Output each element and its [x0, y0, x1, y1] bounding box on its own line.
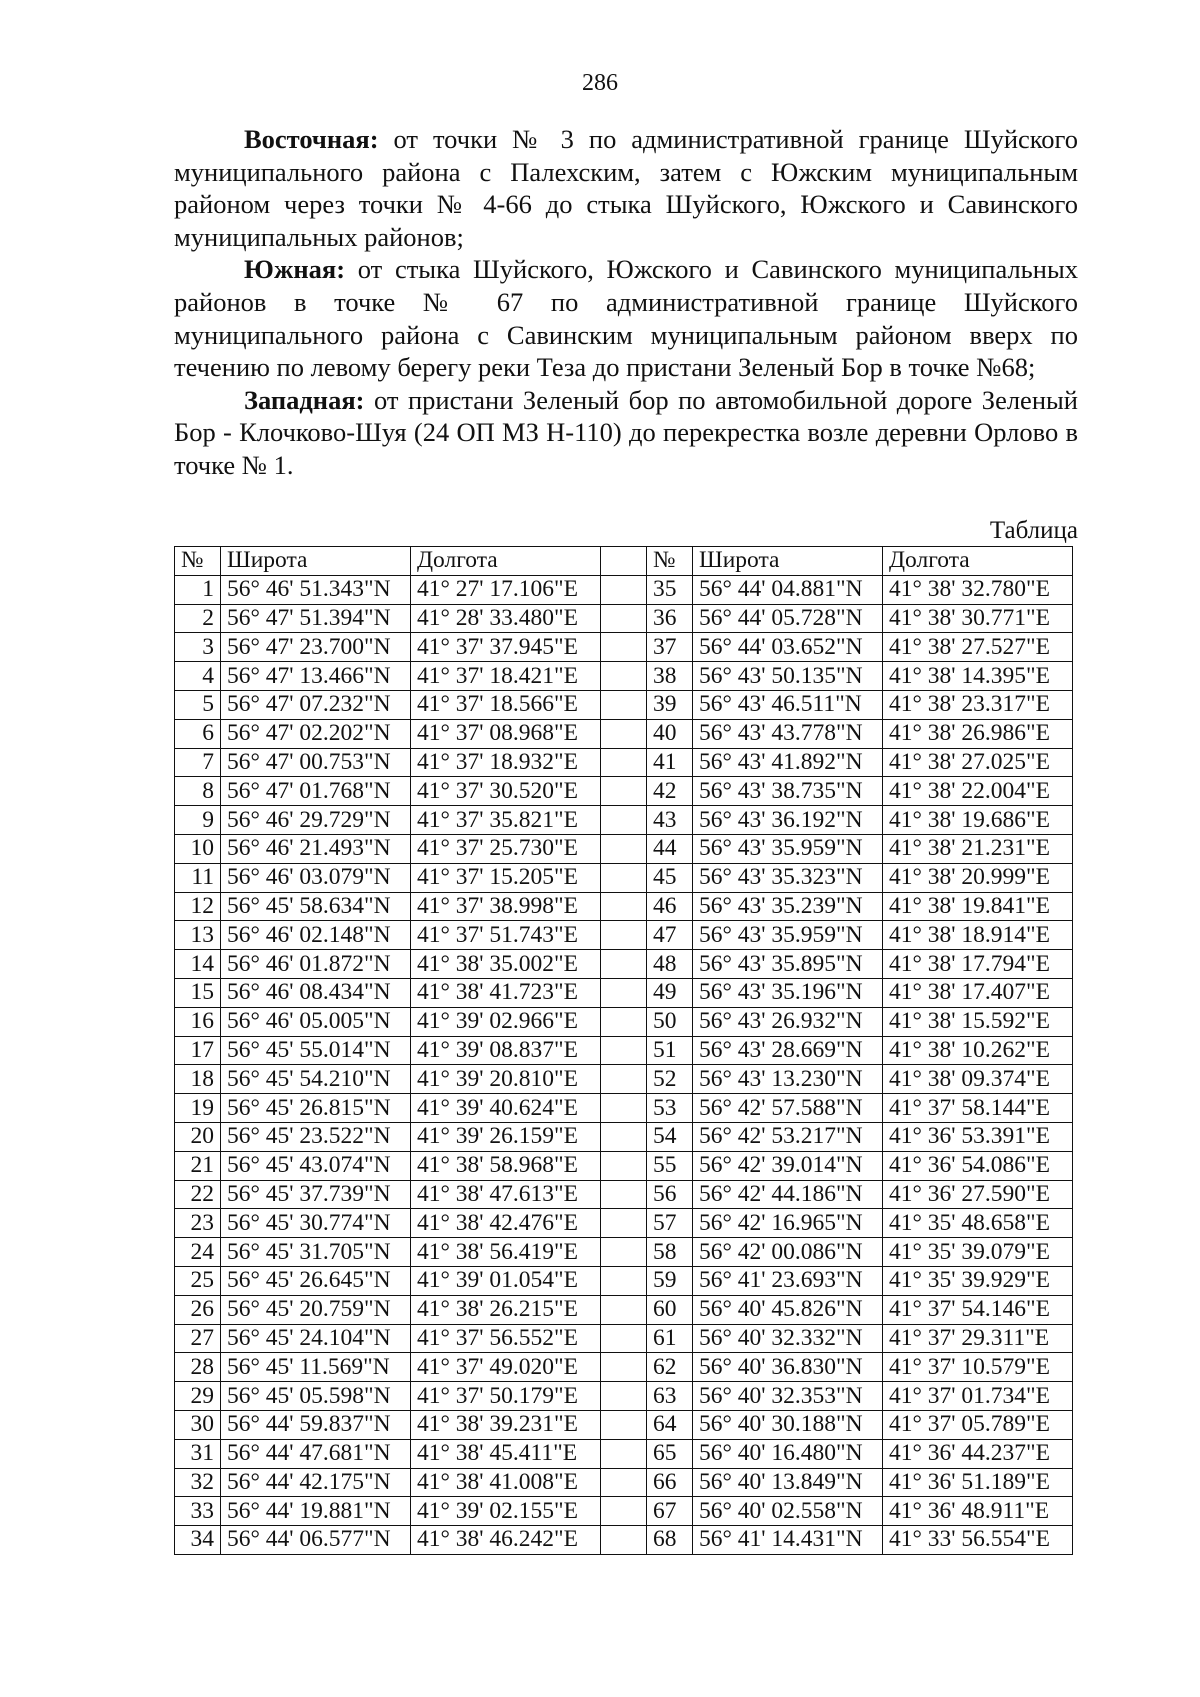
table-row [175, 1353, 1073, 1382]
cell-longitude: 41° 37' 18.932"E [411, 748, 601, 777]
cell-longitude: 41° 37' 50.179"E [411, 1382, 601, 1411]
cell-number: 31 [175, 1439, 221, 1468]
cell-number: 65 [647, 1439, 693, 1468]
cell-number: 33 [175, 1497, 221, 1526]
cell-longitude: 41° 38' 09.374"E [883, 1065, 1073, 1094]
table-row [175, 1238, 1073, 1267]
cell-latitude: 56° 40' 30.188"N [693, 1410, 883, 1439]
cell-latitude: 56° 44' 47.681"N [221, 1439, 411, 1468]
cell-number: 45 [647, 863, 693, 892]
cell-latitude: 56° 40' 32.353"N [693, 1382, 883, 1411]
gap-cell [601, 719, 647, 748]
cell-longitude: 41° 38' 22.004"E [883, 777, 1073, 806]
table-row [175, 633, 1073, 662]
cell-latitude: 56° 47' 01.768"N [221, 777, 411, 806]
cell-number: 4 [175, 662, 221, 691]
cell-latitude: 56° 47' 13.466"N [221, 662, 411, 691]
cell-longitude: 41° 38' 18.914"E [883, 921, 1073, 950]
cell-number: 29 [175, 1382, 221, 1411]
cell-longitude: 41° 38' 27.527"E [883, 633, 1073, 662]
gap-cell [601, 1036, 647, 1065]
table-row [175, 1065, 1073, 1094]
cell-number: 36 [647, 604, 693, 633]
cell-number: 9 [175, 806, 221, 835]
paragraph-west [174, 384, 1078, 482]
cell-number: 15 [175, 978, 221, 1007]
cell-number: 35 [647, 575, 693, 604]
cell-longitude: 41° 27' 17.106"E [411, 575, 601, 604]
cell-number: 2 [175, 604, 221, 633]
cell-longitude: 41° 33' 56.554"E [883, 1526, 1073, 1555]
cell-number: 3 [175, 633, 221, 662]
cell-number: 68 [647, 1526, 693, 1555]
cell-longitude: 41° 38' 17.794"E [883, 950, 1073, 979]
gap-cell [601, 1497, 647, 1526]
cell-number: 10 [175, 834, 221, 863]
table-row [175, 1526, 1073, 1555]
gap-cell [601, 1094, 647, 1123]
cell-longitude: 41° 38' 26.215"E [411, 1295, 601, 1324]
cell-longitude: 41° 37' 49.020"E [411, 1353, 601, 1382]
gap-cell [601, 1238, 647, 1267]
cell-latitude: 56° 45' 30.774"N [221, 1209, 411, 1238]
cell-number: 54 [647, 1122, 693, 1151]
cell-latitude: 56° 45' 55.014"N [221, 1036, 411, 1065]
cell-latitude: 56° 41' 14.431"N [693, 1526, 883, 1555]
cell-longitude: 41° 37' 18.421"E [411, 662, 601, 691]
cell-number: 53 [647, 1094, 693, 1123]
cell-latitude: 56° 43' 36.192"N [693, 806, 883, 835]
table-row [175, 950, 1073, 979]
table-row [175, 719, 1073, 748]
cell-number: 66 [647, 1468, 693, 1497]
cell-longitude: 41° 38' 47.613"E [411, 1180, 601, 1209]
table-row [175, 863, 1073, 892]
gap-cell [601, 1410, 647, 1439]
cell-number: 8 [175, 777, 221, 806]
cell-latitude: 56° 42' 16.965"N [693, 1209, 883, 1238]
table-header-row [175, 547, 1073, 576]
cell-longitude: 41° 39' 40.624"E [411, 1094, 601, 1123]
table-row [175, 1295, 1073, 1324]
table-row [175, 978, 1073, 1007]
header-cell-number: № [647, 547, 693, 576]
cell-latitude: 56° 45' 43.074"N [221, 1151, 411, 1180]
cell-longitude: 41° 38' 45.411"E [411, 1439, 601, 1468]
cell-longitude: 41° 37' 08.968"E [411, 719, 601, 748]
gap-cell [601, 863, 647, 892]
table-row [175, 748, 1073, 777]
cell-longitude: 41° 37' 58.144"E [883, 1094, 1073, 1123]
gap-cell [601, 1266, 647, 1295]
gap-cell [601, 1209, 647, 1238]
cell-longitude: 41° 38' 20.999"E [883, 863, 1073, 892]
table-row [175, 1468, 1073, 1497]
cell-longitude: 41° 37' 15.205"E [411, 863, 601, 892]
cell-number: 27 [175, 1324, 221, 1353]
cell-latitude: 56° 45' 31.705"N [221, 1238, 411, 1267]
cell-latitude: 56° 43' 13.230"N [693, 1065, 883, 1094]
table-row [175, 1036, 1073, 1065]
cell-longitude: 41° 37' 51.743"E [411, 921, 601, 950]
table-row [175, 1266, 1073, 1295]
cell-latitude: 56° 43' 35.895"N [693, 950, 883, 979]
cell-number: 21 [175, 1151, 221, 1180]
cell-number: 64 [647, 1410, 693, 1439]
table-row [175, 575, 1073, 604]
paragraph-lead: Южная: [244, 254, 346, 285]
cell-number: 59 [647, 1266, 693, 1295]
cell-latitude: 56° 47' 00.753"N [221, 748, 411, 777]
cell-number: 25 [175, 1266, 221, 1295]
cell-latitude: 56° 47' 51.394"N [221, 604, 411, 633]
cell-longitude: 41° 38' 26.986"E [883, 719, 1073, 748]
gap-cell [601, 1353, 647, 1382]
cell-number: 7 [175, 748, 221, 777]
cell-number: 5 [175, 690, 221, 719]
cell-latitude: 56° 42' 57.588"N [693, 1094, 883, 1123]
gap-cell [601, 1180, 647, 1209]
cell-latitude: 56° 42' 44.186"N [693, 1180, 883, 1209]
cell-latitude: 56° 46' 21.493"N [221, 834, 411, 863]
cell-number: 42 [647, 777, 693, 806]
cell-latitude: 56° 40' 32.332"N [693, 1324, 883, 1353]
cell-number: 47 [647, 921, 693, 950]
cell-latitude: 56° 42' 00.086"N [693, 1238, 883, 1267]
paragraph-south [174, 253, 1078, 383]
cell-number: 63 [647, 1382, 693, 1411]
cell-longitude: 41° 39' 20.810"E [411, 1065, 601, 1094]
gap-cell [601, 892, 647, 921]
gap-cell [601, 1007, 647, 1036]
cell-latitude: 56° 43' 38.735"N [693, 777, 883, 806]
table-row [175, 1209, 1073, 1238]
header-cell-longitude: Долгота [883, 547, 1073, 576]
gap-cell [601, 1122, 647, 1151]
cell-number: 46 [647, 892, 693, 921]
cell-latitude: 56° 40' 02.558"N [693, 1497, 883, 1526]
cell-longitude: 41° 35' 39.079"E [883, 1238, 1073, 1267]
cell-longitude: 41° 38' 30.771"E [883, 604, 1073, 633]
table-row [175, 662, 1073, 691]
table-row [175, 1439, 1073, 1468]
cell-longitude: 41° 38' 32.780"E [883, 575, 1073, 604]
cell-number: 60 [647, 1295, 693, 1324]
cell-longitude: 41° 36' 48.911"E [883, 1497, 1073, 1526]
cell-longitude: 41° 35' 48.658"E [883, 1209, 1073, 1238]
table-row [175, 1382, 1073, 1411]
cell-longitude: 41° 37' 25.730"E [411, 834, 601, 863]
cell-longitude: 41° 37' 54.146"E [883, 1295, 1073, 1324]
gap-cell [601, 950, 647, 979]
cell-longitude: 41° 35' 39.929"E [883, 1266, 1073, 1295]
cell-number: 38 [647, 662, 693, 691]
cell-latitude: 56° 45' 20.759"N [221, 1295, 411, 1324]
cell-latitude: 56° 40' 16.480"N [693, 1439, 883, 1468]
cell-longitude: 41° 38' 17.407"E [883, 978, 1073, 1007]
cell-number: 62 [647, 1353, 693, 1382]
cell-longitude: 41° 36' 27.590"E [883, 1180, 1073, 1209]
gap-cell [601, 575, 647, 604]
paragraph-lead: Восточная: [244, 124, 379, 154]
cell-longitude: 41° 37' 56.552"E [411, 1324, 601, 1353]
cell-number: 37 [647, 633, 693, 662]
cell-number: 24 [175, 1238, 221, 1267]
cell-number: 16 [175, 1007, 221, 1036]
table-row [175, 892, 1073, 921]
cell-latitude: 56° 40' 36.830"N [693, 1353, 883, 1382]
gap-cell [601, 834, 647, 863]
cell-latitude: 56° 45' 54.210"N [221, 1065, 411, 1094]
paragraph-east [174, 123, 1078, 253]
cell-number: 44 [647, 834, 693, 863]
table-row [175, 1497, 1073, 1526]
cell-number: 56 [647, 1180, 693, 1209]
gap-cell [601, 748, 647, 777]
cell-longitude: 41° 38' 46.242"E [411, 1526, 601, 1555]
cell-number: 17 [175, 1036, 221, 1065]
gap-cell [601, 1324, 647, 1353]
cell-latitude: 56° 46' 02.148"N [221, 921, 411, 950]
cell-latitude: 56° 43' 35.239"N [693, 892, 883, 921]
cell-number: 48 [647, 950, 693, 979]
gap-cell [601, 604, 647, 633]
cell-latitude: 56° 44' 04.881"N [693, 575, 883, 604]
cell-number: 49 [647, 978, 693, 1007]
cell-longitude: 41° 38' 19.841"E [883, 892, 1073, 921]
cell-longitude: 41° 38' 23.317"E [883, 690, 1073, 719]
cell-latitude: 56° 42' 39.014"N [693, 1151, 883, 1180]
cell-longitude: 41° 39' 26.159"E [411, 1122, 601, 1151]
cell-latitude: 56° 46' 05.005"N [221, 1007, 411, 1036]
header-cell-number: № [175, 547, 221, 576]
page-number: 286 [582, 70, 618, 96]
cell-latitude: 56° 44' 05.728"N [693, 604, 883, 633]
cell-longitude: 41° 37' 10.579"E [883, 1353, 1073, 1382]
table-row [175, 1410, 1073, 1439]
cell-number: 28 [175, 1353, 221, 1382]
cell-longitude: 41° 39' 02.966"E [411, 1007, 601, 1036]
cell-latitude: 56° 42' 53.217"N [693, 1122, 883, 1151]
gap-cell [601, 921, 647, 950]
cell-number: 39 [647, 690, 693, 719]
cell-number: 20 [175, 1122, 221, 1151]
cell-latitude: 56° 44' 59.837"N [221, 1410, 411, 1439]
gap-cell [601, 1382, 647, 1411]
cell-longitude: 41° 36' 44.237"E [883, 1439, 1073, 1468]
cell-longitude: 41° 38' 39.231"E [411, 1410, 601, 1439]
cell-latitude: 56° 46' 29.729"N [221, 806, 411, 835]
cell-longitude: 41° 37' 05.789"E [883, 1410, 1073, 1439]
table-row [175, 1122, 1073, 1151]
cell-longitude: 41° 36' 54.086"E [883, 1151, 1073, 1180]
cell-number: 34 [175, 1526, 221, 1555]
cell-latitude: 56° 47' 07.232"N [221, 690, 411, 719]
cell-number: 32 [175, 1468, 221, 1497]
cell-number: 50 [647, 1007, 693, 1036]
cell-longitude: 41° 38' 21.231"E [883, 834, 1073, 863]
cell-number: 43 [647, 806, 693, 835]
cell-longitude: 41° 38' 10.262"E [883, 1036, 1073, 1065]
cell-number: 22 [175, 1180, 221, 1209]
cell-number: 61 [647, 1324, 693, 1353]
cell-latitude: 56° 43' 35.196"N [693, 978, 883, 1007]
cell-number: 30 [175, 1410, 221, 1439]
paragraph-text: от точки № 3 по административной границе Шуйского муниципального района с Палехским, затем с Южским муниципальным районом через точки № 4-66 до стыка Шуйского, Южского и Савинского муниципальных районов; [174, 124, 1078, 252]
cell-latitude: 56° 45' 37.739"N [221, 1180, 411, 1209]
cell-latitude: 56° 43' 35.959"N [693, 834, 883, 863]
cell-latitude: 56° 44' 42.175"N [221, 1468, 411, 1497]
table-row [175, 834, 1073, 863]
table-row [175, 1151, 1073, 1180]
cell-number: 19 [175, 1094, 221, 1123]
gap-cell [601, 1151, 647, 1180]
cell-latitude: 56° 40' 45.826"N [693, 1295, 883, 1324]
paragraph-text: от пристани Зеленый бор по автомобильной дороге Зеленый Бор - Клочково-Шуя (24 ОП МЗ Н-110) до перекрестка возле деревни Орлово в точке № 1. [174, 384, 1078, 480]
cell-latitude: 56° 40' 13.849"N [693, 1468, 883, 1497]
cell-latitude: 56° 45' 58.634"N [221, 892, 411, 921]
paragraph-text: от стыка Шуйского, Южского и Савинского муниципальных районов в точке № 67 по административной границе Шуйского муниципального района с Савинским муниципальным районом вверх по течению по левому берегу реки Теза до пристани Зеленый Бор в точке №68; [174, 254, 1078, 383]
gap-cell [601, 978, 647, 1007]
cell-longitude: 41° 38' 56.419"E [411, 1238, 601, 1267]
cell-longitude: 41° 37' 30.520"E [411, 777, 601, 806]
cell-number: 51 [647, 1036, 693, 1065]
gap-cell [601, 633, 647, 662]
gap-cell [601, 1526, 647, 1555]
gap-cell [601, 806, 647, 835]
cell-number: 58 [647, 1238, 693, 1267]
cell-longitude: 41° 28' 33.480"E [411, 604, 601, 633]
cell-number: 1 [175, 575, 221, 604]
gap-cell [601, 662, 647, 691]
cell-longitude: 41° 38' 14.395"E [883, 662, 1073, 691]
table-row [175, 1007, 1073, 1036]
cell-longitude: 41° 37' 18.566"E [411, 690, 601, 719]
cell-longitude: 41° 37' 29.311"E [883, 1324, 1073, 1353]
header-cell-latitude: Широта [693, 547, 883, 576]
cell-number: 14 [175, 950, 221, 979]
cell-longitude: 41° 39' 08.837"E [411, 1036, 601, 1065]
table-row [175, 1180, 1073, 1209]
cell-latitude: 56° 41' 23.693"N [693, 1266, 883, 1295]
cell-longitude: 41° 38' 42.476"E [411, 1209, 601, 1238]
table-row [175, 1094, 1073, 1123]
header-cell-latitude: Широта [221, 547, 411, 576]
header-cell-longitude: Долгота [411, 547, 601, 576]
table-row [175, 777, 1073, 806]
cell-longitude: 41° 37' 38.998"E [411, 892, 601, 921]
cell-number: 13 [175, 921, 221, 950]
cell-number: 52 [647, 1065, 693, 1094]
cell-latitude: 56° 43' 46.511"N [693, 690, 883, 719]
cell-latitude: 56° 43' 43.778"N [693, 719, 883, 748]
cell-number: 57 [647, 1209, 693, 1238]
gap-cell [601, 1468, 647, 1497]
cell-latitude: 56° 43' 50.135"N [693, 662, 883, 691]
gap-cell [601, 1065, 647, 1094]
cell-latitude: 56° 43' 35.959"N [693, 921, 883, 950]
cell-longitude: 41° 38' 58.968"E [411, 1151, 601, 1180]
cell-longitude: 41° 36' 53.391"E [883, 1122, 1073, 1151]
paragraph-lead: Западная: [244, 384, 365, 415]
cell-number: 23 [175, 1209, 221, 1238]
cell-longitude: 41° 38' 41.723"E [411, 978, 601, 1007]
cell-latitude: 56° 47' 23.700"N [221, 633, 411, 662]
table-row [175, 690, 1073, 719]
table-row [175, 1324, 1073, 1353]
cell-longitude: 41° 39' 01.054"E [411, 1266, 601, 1295]
cell-latitude: 56° 46' 01.872"N [221, 950, 411, 979]
cell-latitude: 56° 45' 26.645"N [221, 1266, 411, 1295]
cell-latitude: 56° 43' 41.892"N [693, 748, 883, 777]
cell-latitude: 56° 44' 03.652"N [693, 633, 883, 662]
cell-latitude: 56° 45' 05.598"N [221, 1382, 411, 1411]
cell-number: 11 [175, 863, 221, 892]
cell-longitude: 41° 37' 35.821"E [411, 806, 601, 835]
cell-longitude: 41° 37' 37.945"E [411, 633, 601, 662]
coordinates-table [174, 546, 1073, 1555]
cell-latitude: 56° 45' 11.569"N [221, 1353, 411, 1382]
gap-cell [601, 690, 647, 719]
cell-longitude: 41° 38' 19.686"E [883, 806, 1073, 835]
cell-number: 26 [175, 1295, 221, 1324]
gap-cell [601, 1439, 647, 1468]
body-text [174, 123, 1078, 482]
cell-number: 18 [175, 1065, 221, 1094]
cell-number: 6 [175, 719, 221, 748]
gap-cell [601, 547, 647, 576]
cell-longitude: 41° 36' 51.189"E [883, 1468, 1073, 1497]
cell-latitude: 56° 45' 26.815"N [221, 1094, 411, 1123]
cell-latitude: 56° 43' 35.323"N [693, 863, 883, 892]
table-row [175, 921, 1073, 950]
cell-number: 55 [647, 1151, 693, 1180]
cell-longitude: 41° 38' 35.002"E [411, 950, 601, 979]
cell-longitude: 41° 39' 02.155"E [411, 1497, 601, 1526]
cell-latitude: 56° 46' 03.079"N [221, 863, 411, 892]
table-row [175, 604, 1073, 633]
cell-number: 12 [175, 892, 221, 921]
cell-longitude: 41° 38' 41.008"E [411, 1468, 601, 1497]
cell-longitude: 41° 38' 15.592"E [883, 1007, 1073, 1036]
cell-latitude: 56° 46' 08.434"N [221, 978, 411, 1007]
cell-longitude: 41° 37' 01.734"E [883, 1382, 1073, 1411]
table-row [175, 806, 1073, 835]
cell-latitude: 56° 43' 28.669"N [693, 1036, 883, 1065]
gap-cell [601, 777, 647, 806]
cell-latitude: 56° 44' 19.881"N [221, 1497, 411, 1526]
cell-latitude: 56° 43' 26.932"N [693, 1007, 883, 1036]
table-caption: Таблица [989, 517, 1078, 544]
cell-latitude: 56° 44' 06.577"N [221, 1526, 411, 1555]
cell-number: 67 [647, 1497, 693, 1526]
cell-number: 41 [647, 748, 693, 777]
cell-latitude: 56° 45' 24.104"N [221, 1324, 411, 1353]
cell-latitude: 56° 46' 51.343"N [221, 575, 411, 604]
coordinates-table-body [175, 547, 1073, 1555]
cell-number: 40 [647, 719, 693, 748]
gap-cell [601, 1295, 647, 1324]
cell-longitude: 41° 38' 27.025"E [883, 748, 1073, 777]
cell-latitude: 56° 47' 02.202"N [221, 719, 411, 748]
cell-latitude: 56° 45' 23.522"N [221, 1122, 411, 1151]
